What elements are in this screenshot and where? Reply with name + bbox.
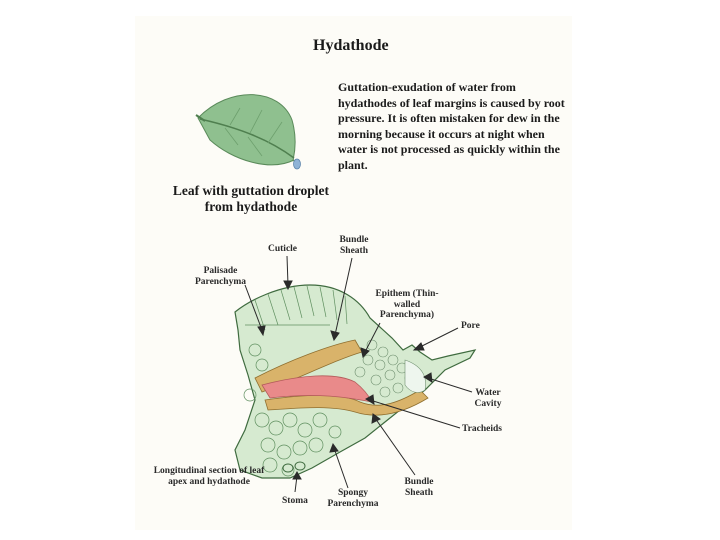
label-cuticle: Cuticle xyxy=(268,244,298,254)
label-longitudinal-section: Longitudinal section of leaf apex and hydathode xyxy=(153,466,265,487)
label-epithem: Epithem (Thin-walled Parenchyma) xyxy=(375,289,439,320)
label-bundle-sheath-bottom: Bundle Sheath xyxy=(404,477,434,498)
label-stoma: Stoma xyxy=(282,496,308,506)
guttation-description: Guttation-exudation of water from hydathodes of leaf margins is caused by root pressure. It is often mistaken for dew in the morning because it occurs at night when water is not processed as quickly within the plant. xyxy=(338,80,565,172)
label-palisade-parenchyma: Palisade Parenchyma xyxy=(194,266,246,287)
label-spongy-parenchyma: Spongy Parenchyma xyxy=(327,488,379,509)
leaf-drawing xyxy=(196,95,295,165)
leaf-caption: Leaf with guttation droplet from hydathode xyxy=(172,183,330,214)
label-water-cavity: Water Cavity xyxy=(474,388,502,409)
label-tracheids: Tracheids xyxy=(462,424,502,434)
guttation-droplet xyxy=(294,159,301,169)
label-pore: Pore xyxy=(461,321,480,331)
label-bundle-sheath-top: Bundle Sheath xyxy=(339,235,369,256)
diagram-title: Hydathode xyxy=(313,37,389,54)
